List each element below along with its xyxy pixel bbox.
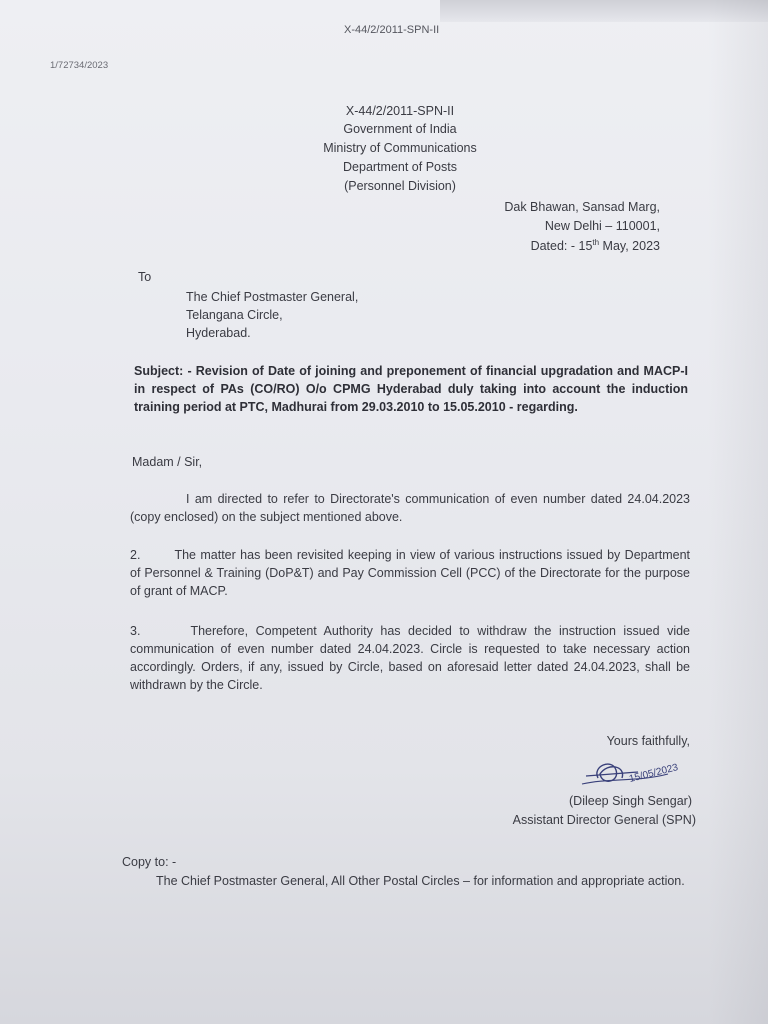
address-line-2: New Delhi – 110001, xyxy=(544,219,660,233)
copy-to-text: The Chief Postmaster General, All Other Postal Circles – for information and appropriate action. xyxy=(156,874,685,888)
paragraph-1: I am directed to refer to Directorate's communication of even number dated 24.04.2023 (copy enclosed) on the subject mentioned above. xyxy=(130,492,690,524)
address-line-1: Dak Bhawan, Sansad Marg, xyxy=(504,200,660,214)
paragraph-2-text: The matter has been revisited keeping in view of various instructions issued by Department of Personnel & Training (DoP&T) and Pay Commission Cell (PCC) of the Directorate for the purpose of grant of MACP. xyxy=(130,548,690,598)
paragraph-3-text: Therefore, Competent Authority has decided to withdraw the instruction issued vide communication of even number dated 24.04.2023. Circle is requested to take necessary action accordingly. Orders, if any, issued by Circle, based on aforesaid letter dated 24.04.2023, shall be withdrawn by the Circle. xyxy=(130,624,690,692)
govt-line: Government of India xyxy=(343,122,457,136)
paragraph-3-number: 3. xyxy=(130,624,141,638)
subject-label: Subject: - xyxy=(134,364,192,378)
paragraph-2-number: 2. xyxy=(130,548,141,562)
addressee-line-1: The Chief Postmaster General, xyxy=(186,290,359,304)
to-label: To xyxy=(138,270,152,284)
paragraph-2 xyxy=(130,546,690,600)
subject-paragraph xyxy=(134,362,688,416)
subject-text: Revision of Date of joining and preponement of financial upgradation and MACP-I in respect of PAs (CO/RO) O/o CPMG Hyderabad duly taking into account the induction training period at PTC, Madhurai from 29.03.2010 to 15.05.2010 - regarding. xyxy=(134,364,688,414)
handwritten-signature xyxy=(578,748,706,794)
ministry-line: Ministry of Communications xyxy=(323,141,477,155)
diary-number: 1/72734/2023 xyxy=(50,60,109,71)
file-ref: X-44/2/2011-SPN-II xyxy=(345,104,455,118)
department-line: Department of Posts xyxy=(343,160,457,174)
paragraph-3 xyxy=(130,622,690,694)
salutation: Madam / Sir, xyxy=(132,455,203,469)
signature-date: 15/05/2023 xyxy=(628,762,680,785)
page-shadow xyxy=(708,0,768,1024)
file-ref-top: X-44/2/2011-SPN-II xyxy=(344,24,440,36)
signatory-designation: Assistant Director General (SPN) xyxy=(512,813,696,827)
dated-line: Dated: - 15th May, 2023 xyxy=(530,238,660,254)
signatory-name: (Dileep Singh Sengar) xyxy=(569,794,692,808)
addressee-line-2: Telangana Circle, xyxy=(186,308,283,322)
division-line: (Personnel Division) xyxy=(344,179,456,193)
yours-faithfully: Yours faithfully, xyxy=(606,734,690,748)
copy-to-label: Copy to: - xyxy=(122,855,177,869)
addressee-line-3: Hyderabad. xyxy=(186,326,251,340)
